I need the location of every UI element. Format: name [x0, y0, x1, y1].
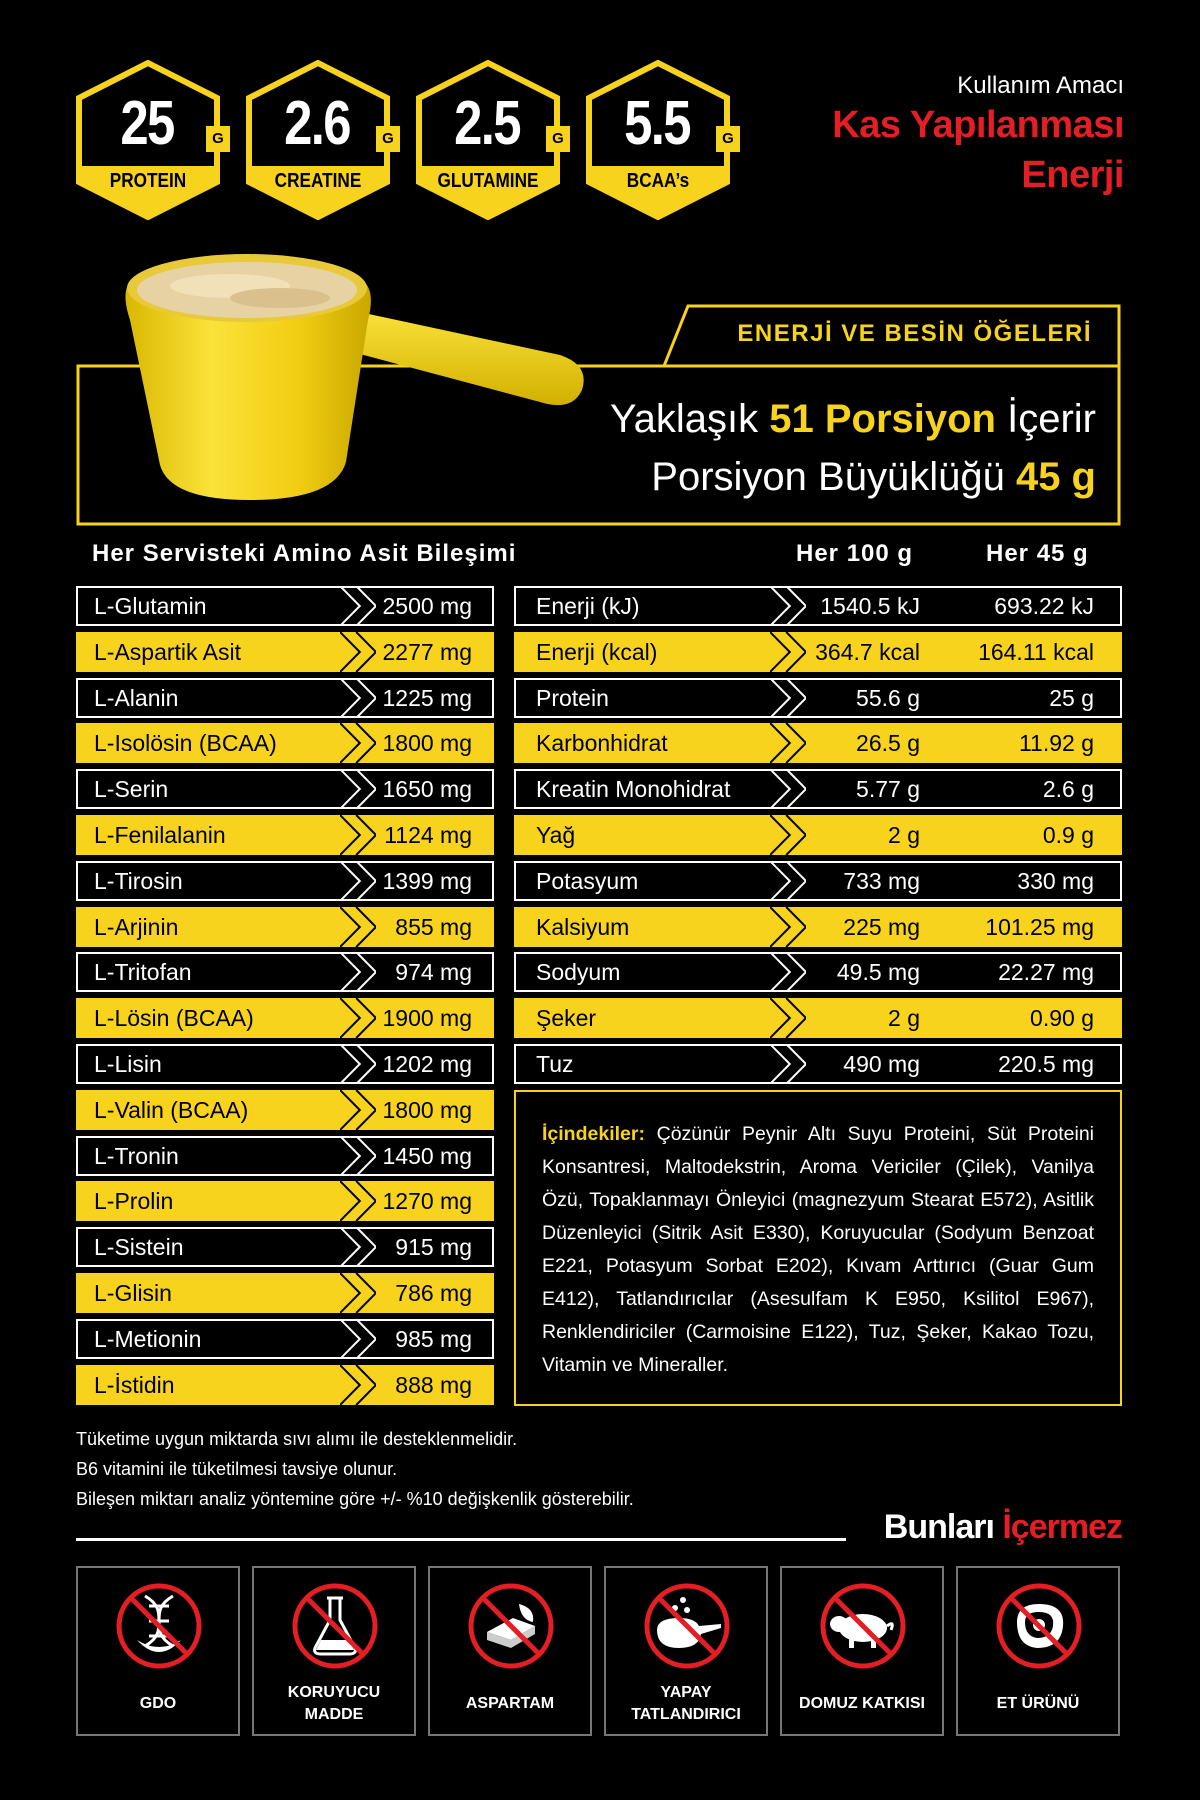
- nutrient-per45: 330 mg: [1017, 867, 1094, 894]
- amino-row: [76, 1365, 494, 1405]
- bcaa-badge: [586, 60, 738, 220]
- row-divider: [340, 815, 376, 855]
- divider: [76, 1538, 846, 1541]
- nutrient-per100: 490 mg: [843, 1051, 920, 1077]
- nutrient-row: [514, 586, 1122, 626]
- amino-row: [76, 1090, 494, 1130]
- badge-value: 2.5: [454, 89, 520, 158]
- amino-name: L-Prolin: [94, 1188, 174, 1215]
- amino-value: 1900 mg: [382, 1005, 472, 1032]
- row-divider: [340, 907, 376, 947]
- row-divider: [770, 952, 806, 992]
- note-line: Bileşen miktarı analiz yöntemine göre +/- %10 değişkenlik gösterebilir.: [76, 1489, 634, 1509]
- nutrient-name: Şeker: [536, 1005, 597, 1032]
- free-from-aspartame: [428, 1566, 592, 1736]
- amino-name: L-Metionin: [94, 1325, 202, 1352]
- pig-icon: [819, 1582, 907, 1670]
- row-divider: [340, 586, 376, 626]
- nutrient-row: [514, 998, 1122, 1038]
- nutrient-row: [514, 769, 1122, 809]
- amino-name: L-Arjinin: [94, 913, 179, 940]
- amino-row: [76, 1181, 494, 1221]
- badge-unit: G: [546, 126, 570, 152]
- free-from-heading: Bunları İçermez: [883, 1508, 1122, 1546]
- row-divider: [340, 769, 376, 809]
- amino-value: 1124 mg: [384, 822, 472, 848]
- amino-name: L-Tritofan: [94, 959, 192, 986]
- nutrition-title: ENERJİ VE BESİN ÖĞELERİ: [737, 320, 1092, 347]
- per100-heading: Her 100 g: [796, 540, 914, 567]
- nutrient-name: Enerji (kJ): [536, 593, 640, 619]
- free-from-label: DOMUZ KATKISI: [799, 1695, 925, 1712]
- flask-icon: [291, 1582, 379, 1670]
- amino-name: L-Isolösin (BCAA): [94, 730, 277, 757]
- nutrient-name: Yağ: [536, 822, 576, 848]
- row-divider: [770, 723, 806, 763]
- amino-name: L-Aspartik Asit: [94, 638, 241, 665]
- nutrient-per45: 11.92 g: [1018, 730, 1094, 757]
- nutrient-name: Protein: [536, 684, 609, 711]
- nutrient-per45: 693.22 kJ: [994, 593, 1094, 619]
- amino-value: 2500 mg: [382, 593, 472, 619]
- amino-value: 855 mg: [395, 913, 472, 940]
- row-divider: [340, 952, 376, 992]
- amino-row: [76, 861, 494, 901]
- amino-value: 1399 mg: [382, 867, 472, 894]
- amino-name: L-Sistein: [94, 1234, 184, 1261]
- free-from-label: ASPARTAM: [465, 1695, 555, 1712]
- row-divider: [770, 586, 806, 626]
- badge-value: 2.6: [284, 89, 350, 158]
- nutrient-per100: 733 mg: [843, 867, 920, 894]
- row-divider: [340, 1319, 376, 1359]
- amino-value: 974 mg: [395, 959, 472, 986]
- nutrient-per45: 25 g: [1049, 684, 1094, 711]
- row-divider: [340, 1273, 376, 1313]
- nutrient-per100: 225 mg: [843, 913, 920, 940]
- amino-row: [76, 1319, 494, 1359]
- nutrient-per100: 49.5 mg: [836, 959, 920, 986]
- nutrient-name: Kreatin Monohidrat: [536, 776, 731, 803]
- row-divider: [340, 998, 376, 1038]
- nutrient-row: [514, 861, 1122, 901]
- nutrient-per45: 22.27 mg: [998, 959, 1094, 986]
- amino-name: L-Glisin: [94, 1280, 172, 1306]
- nutrient-per100: 1540.5 kJ: [820, 593, 920, 619]
- nutrient-per45: 0.90 g: [1030, 1005, 1094, 1032]
- row-divider: [340, 861, 376, 901]
- amino-name: L-Fenilalanin: [94, 822, 226, 848]
- badge-unit: G: [206, 126, 230, 152]
- amino-value: 1650 mg: [382, 776, 472, 803]
- amino-value: 888 mg: [395, 1371, 472, 1398]
- dna-icon: [115, 1582, 203, 1670]
- note-line: Tüketime uygun miktarda sıvı alımı ile desteklenmelidir.: [76, 1429, 518, 1449]
- badge-value: 25: [120, 89, 174, 158]
- amino-heading: Her Servisteki Amino Asit Bileşimi: [92, 540, 517, 567]
- nutrient-row: [514, 907, 1122, 947]
- nutrient-per100: 5.77 g: [856, 776, 920, 803]
- nutrient-name: Enerji (kcal): [536, 638, 658, 665]
- row-divider: [770, 632, 806, 672]
- amino-name: L-Tronin: [94, 1142, 179, 1169]
- amino-name: L-Valin (BCAA): [94, 1096, 249, 1123]
- free-from-artificial-sweetener: [604, 1566, 768, 1736]
- amino-value: 915 mg: [395, 1234, 472, 1261]
- amino-value: 786 mg: [395, 1280, 472, 1306]
- creatine-badge: [246, 60, 398, 220]
- amino-value: 1270 mg: [382, 1188, 472, 1215]
- row-divider: [770, 678, 806, 718]
- free-from-gmo: [76, 1566, 240, 1736]
- nutrient-name: Karbonhidrat: [536, 730, 668, 757]
- badge-label: BCAA’s: [626, 170, 690, 192]
- spoon-icon: [643, 1582, 731, 1670]
- row-divider: [340, 1227, 376, 1267]
- amino-name: L-Glutamin: [94, 593, 207, 619]
- sweetener-icon: [467, 1582, 555, 1670]
- row-divider: [340, 1181, 376, 1221]
- row-divider: [770, 907, 806, 947]
- free-from-meat: [956, 1566, 1120, 1736]
- amino-row: [76, 1273, 494, 1313]
- ingredients-box: [514, 1090, 1122, 1406]
- amino-value: 985 mg: [395, 1325, 472, 1352]
- row-divider: [340, 723, 376, 763]
- nutrient-per100: 364.7 kcal: [815, 638, 920, 665]
- row-divider: [340, 1136, 376, 1176]
- notes: [76, 1424, 634, 1514]
- row-divider: [770, 861, 806, 901]
- purpose-muscle: Kas Yapılanması: [832, 104, 1124, 146]
- amino-row: [76, 998, 494, 1038]
- nutrient-per45: 164.11 kcal: [978, 638, 1094, 665]
- usage-purpose: [832, 72, 1124, 200]
- free-from-label: ET ÜRÜNÜ: [996, 1695, 1080, 1712]
- amino-row: [76, 678, 494, 718]
- badge-unit: G: [716, 126, 740, 152]
- amino-value: 1800 mg: [382, 1096, 472, 1123]
- amino-name: L-Serin: [94, 776, 169, 803]
- scoop-image: [120, 250, 600, 510]
- amino-name: L-İstidin: [94, 1371, 175, 1398]
- nutrient-row: [514, 723, 1122, 763]
- row-divider: [340, 678, 376, 718]
- ingredients-label: İçindekiler:: [542, 1123, 645, 1145]
- row-divider: [770, 769, 806, 809]
- glutamine-badge: [416, 60, 568, 220]
- per45-heading: Her 45 g: [986, 540, 1089, 567]
- servings-count: Yaklaşık 51 Porsiyon İçerir: [609, 397, 1096, 441]
- amino-name: L-Lösin (BCAA): [94, 1005, 254, 1032]
- free-from-label: YAPAY TATLANDIRICI: [631, 1684, 741, 1723]
- badge-label: PROTEIN: [109, 170, 187, 192]
- row-divider: [770, 998, 806, 1038]
- nutrient-name: Potasyum: [536, 867, 639, 894]
- nutrient-name: Kalsiyum: [536, 913, 630, 940]
- row-divider: [340, 1044, 376, 1084]
- nutrient-per100: 55.6 g: [856, 684, 920, 711]
- amino-row: [76, 632, 494, 672]
- amino-row: [76, 1136, 494, 1176]
- amino-value: 1450 mg: [382, 1142, 472, 1169]
- amino-name: L-Lisin: [94, 1051, 162, 1077]
- nutrient-row: [514, 632, 1122, 672]
- serving-size: Porsiyon Büyüklüğü 45 g: [651, 455, 1096, 499]
- ingredients-text: Çözünür Peynir Altı Suyu Proteini, Süt Proteini Konsantresi, Maltodekstrin, Aroma Vericiler (Çilek), Vanilya Özü, Topaklanmayı Önleyici (magnezyum Stearat E572), Asitlik Düzenleyici (Sitrik Asit E330), Koruyucular (Sodyum Benzoat E221, Potasyum Sorbat E202), Kıvam Arttırıcı (Guar Gum E412), Tatlandırıcılar (Asesulfam K E950, Ksilitol E967), Renklendiriciler (Carmoisine E122), Tuz, Şeker, Kakao Tozu, Vitamin ve Mineraller.: [542, 1123, 1094, 1376]
- amino-name: L-Tirosin: [94, 867, 183, 894]
- badge-label: GLUTAMINE: [437, 170, 539, 192]
- row-divider: [340, 632, 376, 672]
- nutrient-row: [514, 815, 1122, 855]
- row-divider: [770, 1044, 806, 1084]
- free-from-preservative: [252, 1566, 416, 1736]
- servings-info: [610, 390, 1096, 506]
- nutrient-per100: 26.5 g: [856, 730, 920, 757]
- note-line: B6 vitamini ile tüketilmesi tavsiye olunur.: [76, 1459, 398, 1479]
- amino-row: [76, 1227, 494, 1267]
- nutrient-per45: 2.6 g: [1042, 776, 1094, 803]
- purpose-energy: Enerji: [1021, 154, 1124, 196]
- nutrient-per100: 2 g: [888, 822, 920, 848]
- amino-value: 1800 mg: [382, 730, 472, 757]
- amino-row: [76, 952, 494, 992]
- row-divider: [770, 815, 806, 855]
- row-divider: [340, 1090, 376, 1130]
- free-from-label: KORUYUCU MADDE: [287, 1684, 381, 1723]
- row-divider: [340, 1365, 376, 1405]
- nutrient-per45: 0.9 g: [1042, 822, 1094, 848]
- badge-label: CREATINE: [274, 170, 362, 192]
- amino-row: [76, 769, 494, 809]
- nutrient-per45: 101.25 mg: [985, 913, 1094, 940]
- amino-row: [76, 907, 494, 947]
- badge-value: 5.5: [624, 89, 690, 158]
- nutrient-row: [514, 1044, 1122, 1084]
- amino-row: [76, 586, 494, 626]
- meat-icon: [995, 1582, 1083, 1670]
- badge-unit: G: [376, 126, 400, 152]
- nutrient-name: Tuz: [536, 1051, 574, 1077]
- nutrient-row: [514, 678, 1122, 718]
- amino-row: [76, 1044, 494, 1084]
- nutrient-row: [514, 952, 1122, 992]
- amino-row: [76, 815, 494, 855]
- nutrient-name: Sodyum: [536, 959, 621, 986]
- nutrient-per100: 2 g: [888, 1005, 920, 1032]
- free-from-pork: [780, 1566, 944, 1736]
- purpose-title: Kullanım Amacı: [957, 72, 1124, 99]
- amino-value: 1225 mg: [382, 684, 472, 711]
- amino-row: [76, 723, 494, 763]
- free-from-label: GDO: [139, 1695, 177, 1712]
- protein-badge: [76, 60, 228, 220]
- nutrient-per45: 220.5 mg: [998, 1051, 1094, 1077]
- amino-name: L-Alanin: [94, 684, 179, 711]
- amino-value: 1202 mg: [382, 1051, 472, 1077]
- amino-value: 2277 mg: [382, 638, 472, 665]
